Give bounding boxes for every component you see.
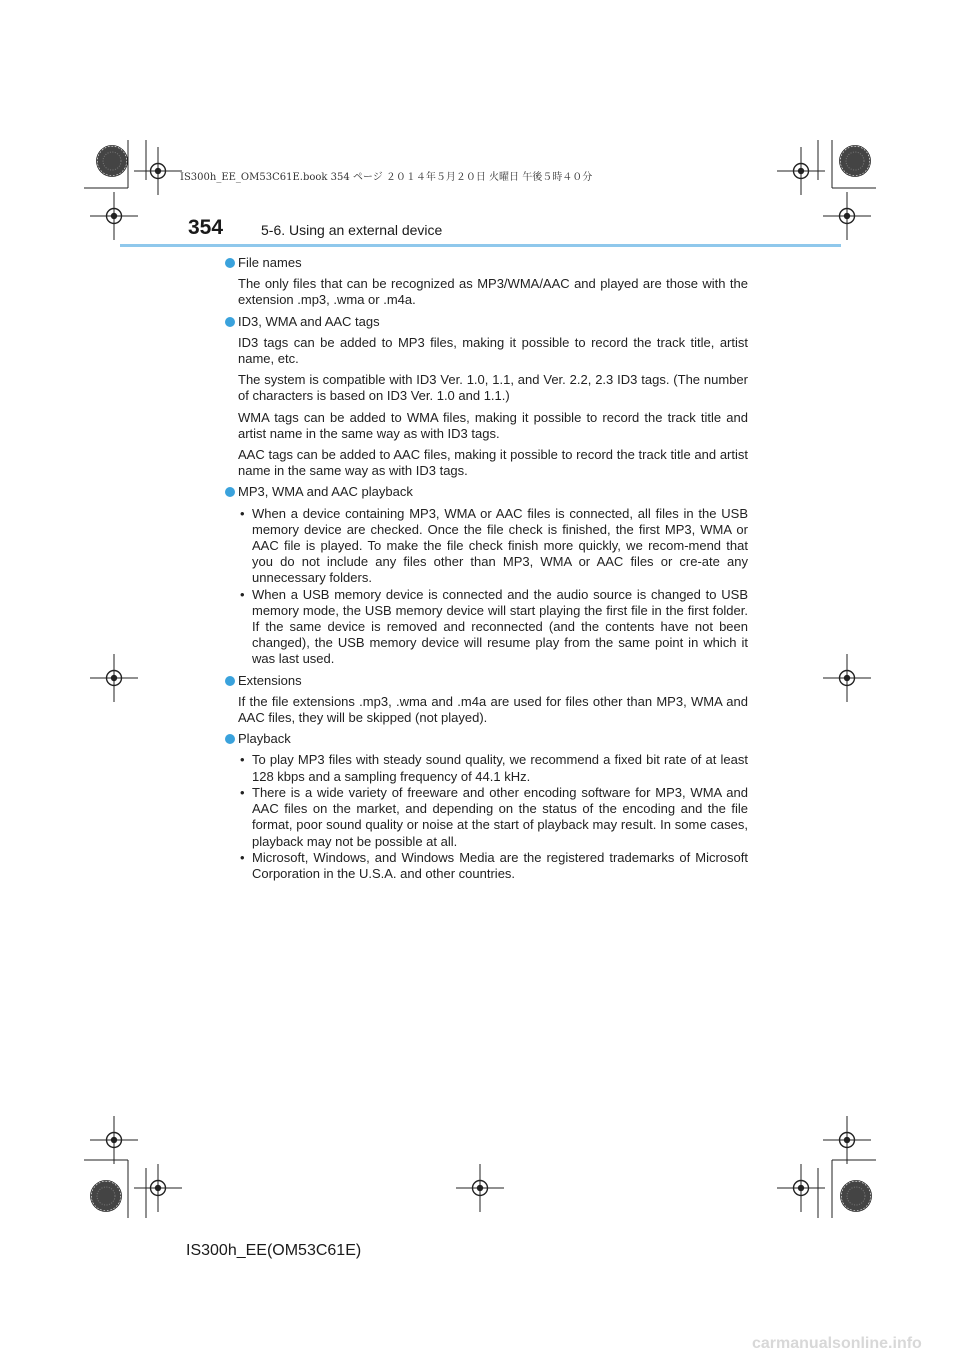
bullet-dot-icon (225, 258, 235, 268)
item-playback-formats (224, 484, 748, 667)
item-heading: Extensions (238, 672, 302, 688)
sub-item: • There is a wide variety of freeware and other encoding software for MP3, WMA and AAC files on the market, and depending on the status of the encoding and the file format, poor sound quality or noise at the start of playback may result. In some cases, playback may not be possible at all. (240, 784, 748, 849)
section-title: 5-6. Using an external device (261, 222, 443, 238)
corner-mark-bottom-left (84, 1116, 182, 1218)
page-number: 354 (188, 216, 224, 239)
sub-item: • When a device containing MP3, WMA or AAC files is connected, all files in the USB memory device are checked. Once the file check is finished, the first MP3, WMA or AAC file is played. To make the file check finish more quickly, we recom-mend that you do not include any files other than MP3, WMA or AAC files or cre-ate any unnecessary folders. (240, 505, 748, 586)
item-tags (224, 314, 748, 480)
corner-mark-top-right (777, 140, 876, 240)
side-mark-right (823, 654, 871, 702)
bullet-dot-icon (225, 317, 235, 327)
paragraph: ID3 tags can be added to MP3 files, making it possible to record the track title, artist name, etc. (238, 334, 748, 367)
item-extensions (224, 673, 748, 727)
item-heading: File names (238, 255, 302, 270)
sub-bullet-icon: • (240, 784, 245, 800)
sub-bullet-icon: • (240, 505, 245, 521)
footer-code: IS300h_EE(OM53C61E) (186, 1242, 362, 1259)
paragraph: The only files that can be recognized as MP3/WMA/AAC and played are those with the extension .mp3, .wma or .m4a. (238, 276, 748, 308)
bullet-dot-icon (225, 676, 235, 686)
item-file-names (224, 255, 748, 309)
side-mark-left (90, 654, 138, 702)
corner-mark-top-left (84, 140, 182, 240)
header-rule (120, 244, 841, 247)
sub-bullet-icon: • (240, 586, 245, 602)
paragraph: If the file extensions .mp3, .wma and .m4a are used for files other than MP3, WMA and AAC files, they will be skipped (not played). (238, 693, 748, 726)
paragraph: WMA tags can be added to WMA files, making it possible to record the track title and artist name in the same way as with ID3 tags. (238, 409, 748, 441)
watermark: carmanualsonline.info (752, 1335, 922, 1352)
sub-item: • When a USB memory device is connected and the audio source is changed to USB memory mode, the USB memory device will start playing the first file in the first folder. If the same device is removed and reconnected (and the contents have not been changed), the USB memory device will resume play from the same point in which it was last used. (240, 586, 748, 667)
corner-mark-bottom-right (777, 1116, 876, 1218)
bullet-dot-icon (225, 734, 235, 744)
sub-bullet-icon: • (240, 849, 245, 865)
sub-item: • To play MP3 files with steady sound quality, we recommend a fixed bit rate of at least 128 kbps and a sampling frequency of 44.1 kHz. (240, 752, 748, 784)
content-body (224, 255, 748, 887)
paragraph: The system is compatible with ID3 Ver. 1.0, 1.1, and Ver. 2.2, 2.3 ID3 tags. (The number of characters is based on ID3 Ver. 1.0 and 1.1.) (238, 372, 748, 404)
sub-bullet-icon: • (240, 752, 245, 768)
item-heading: MP3, WMA and AAC playback (238, 484, 413, 500)
item-heading: ID3, WMA and AAC tags (238, 313, 380, 329)
bullet-dot-icon (225, 487, 235, 497)
item-playback (224, 731, 748, 882)
sub-item: • Microsoft, Windows, and Windows Media are the registered trademarks of Microsoft Corporation in the U.S.A. and other countries. (240, 849, 748, 881)
paragraph: AAC tags can be added to AAC files, making it possible to record the track title and artist name in the same way as with ID3 tags. (238, 447, 748, 479)
print-info: IS300h_EE_OM53C61E.book 354 ページ ２０１４年５月２０日 火曜日 午後５時４０分 (180, 172, 593, 183)
item-heading: Playback (238, 731, 291, 747)
center-mark-bottom (456, 1164, 504, 1212)
